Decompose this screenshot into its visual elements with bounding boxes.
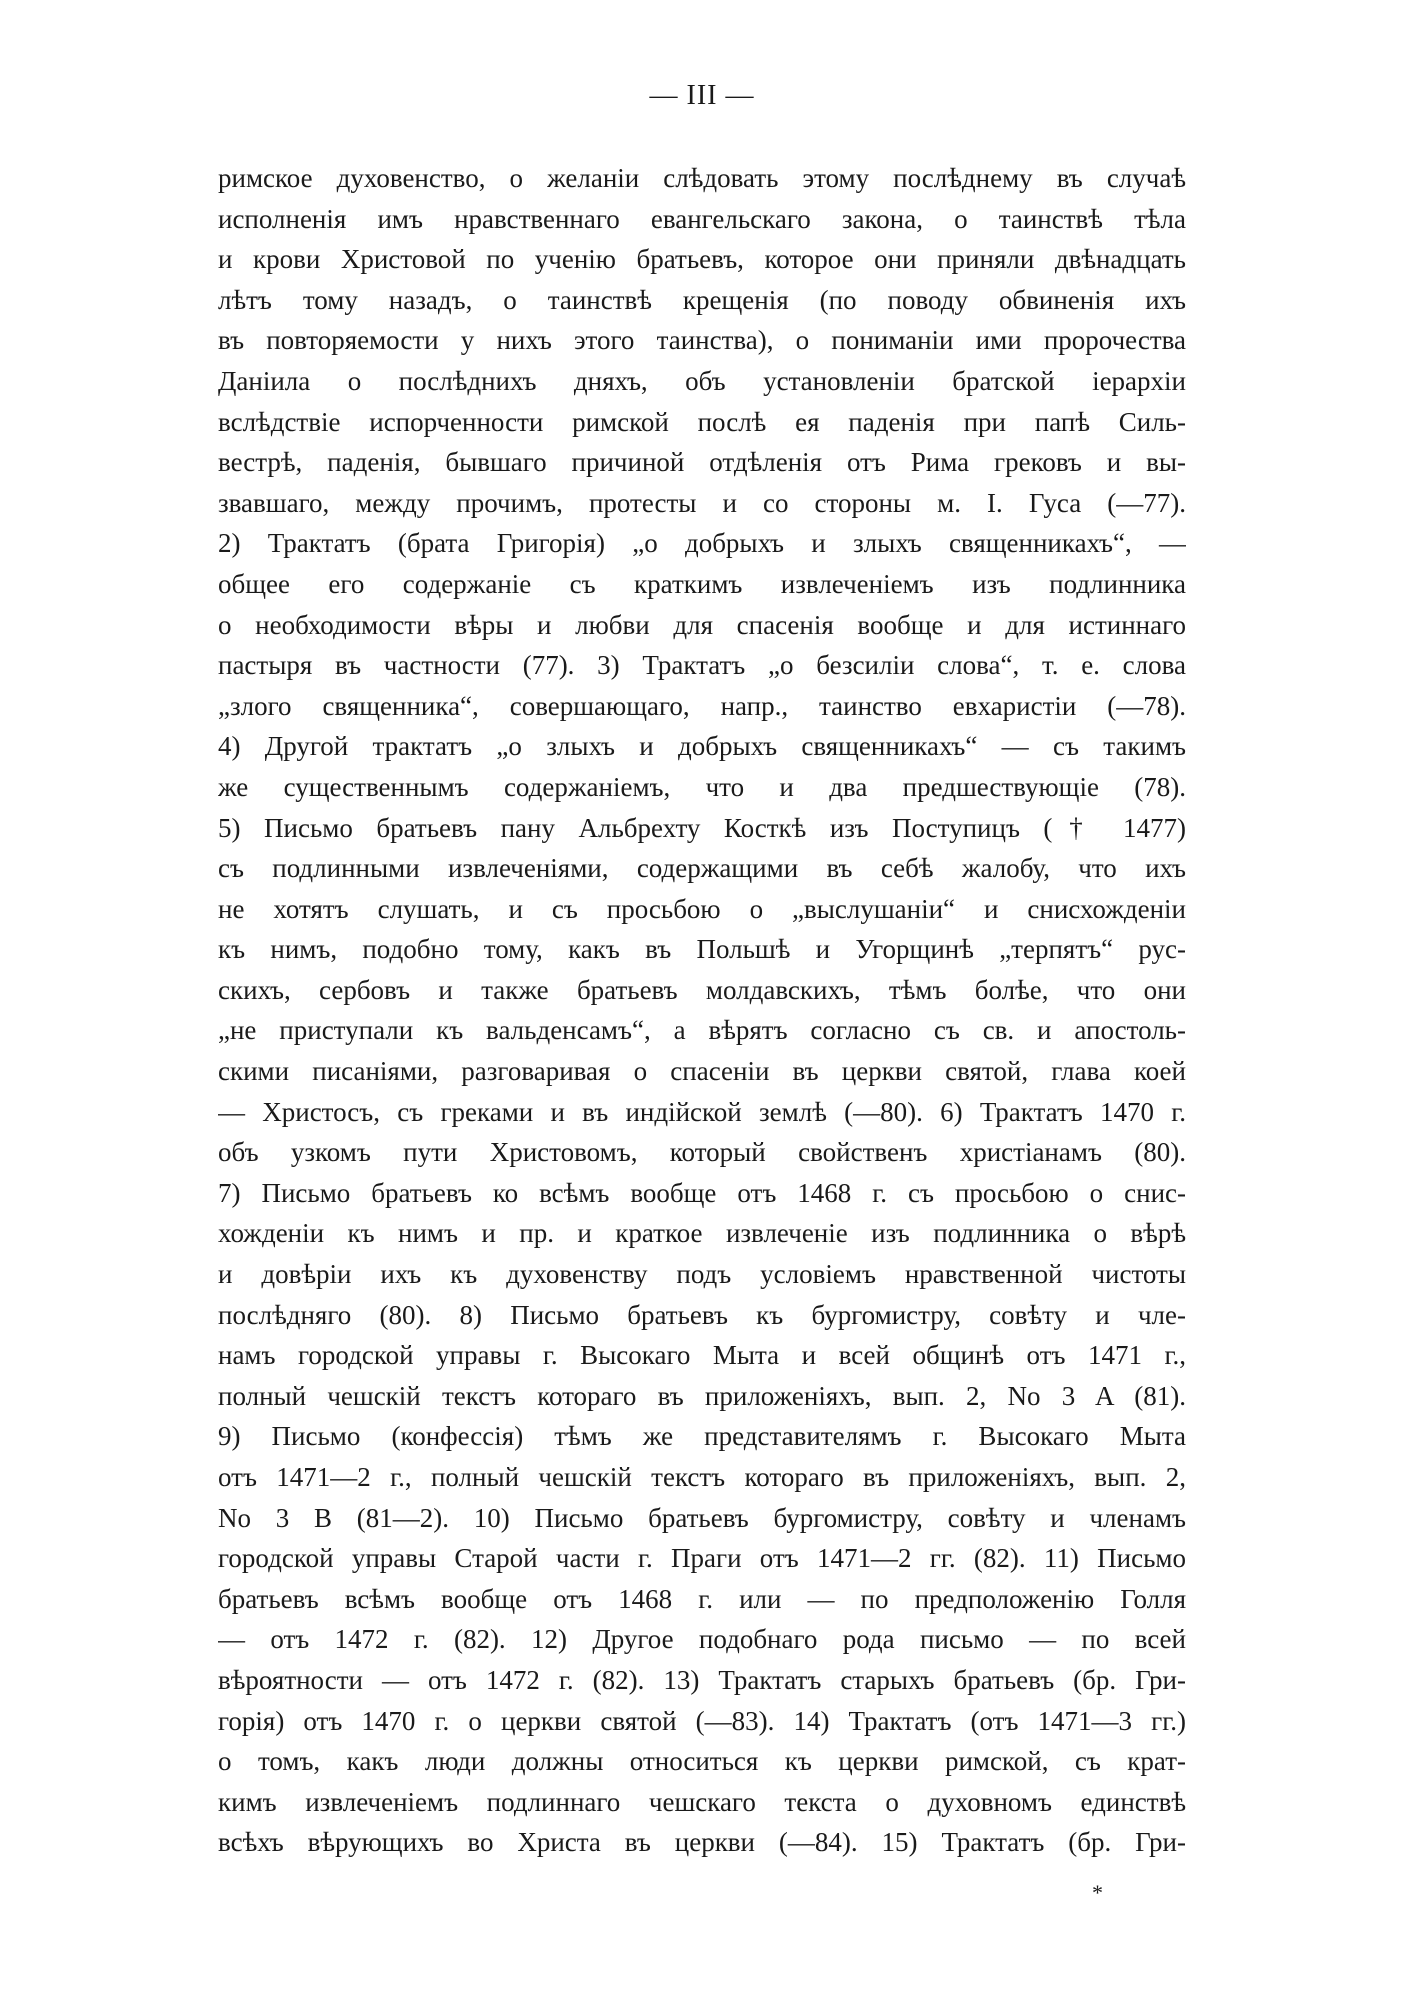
text-line: пастыря въ частности (77). 3) Трактатъ „о безсиліи слова“, т. е. слова	[218, 650, 1186, 681]
text-line: братьевъ всѣмъ вообще отъ 1468 г. или — по предположенію Голля	[218, 1583, 1186, 1614]
text-line: же существеннымъ содержаніемъ, что и два предшествующіе (78).	[218, 771, 1186, 802]
text-line: въ повторяемости у нихъ этого таинства), о пониманіи ими пророчества	[218, 325, 1186, 356]
text-line: No 3 B (81—2). 10) Письмо братьевъ бургомистру, совѣту и членамъ	[218, 1502, 1186, 1533]
text-line: съ подлинными извлеченіями, содержащими въ себѣ жалобу, что ихъ	[218, 853, 1186, 884]
text-line: — отъ 1472 г. (82). 12) Другое подобнаго рода письмо — по всей	[218, 1624, 1186, 1655]
text-line: исполненія имъ нравственнаго евангельскаго закона, о таинствѣ тѣла	[218, 203, 1186, 234]
text-line: и крови Христовой по ученію братьевъ, которое они приняли двѣнадцать	[218, 244, 1186, 275]
text-line: вестрѣ, паденія, бывшаго причиной отдѣленія отъ Рима грековъ и вы-	[218, 447, 1186, 478]
text-line: „не приступали къ вальденсамъ“, а вѣрятъ согласно съ св. и апостоль-	[218, 1015, 1186, 1046]
text-line: 9) Письмо (конфессія) тѣмъ же представителямъ г. Высокаго Мыта	[218, 1421, 1186, 1452]
text-line: Даніила о послѣднихъ дняхъ, объ установленіи братской іерархіи	[218, 365, 1186, 396]
text-line: звавшаго, между прочимъ, протесты и со стороны м. І. Гуса (—77).	[218, 487, 1186, 518]
text-line: горія) отъ 1470 г. о церкви святой (—83). 14) Трактатъ (отъ 1471—3 гг.)	[218, 1705, 1186, 1736]
text-line: къ нимъ, подобно тому, какъ въ Польшѣ и Угорщинѣ „терпятъ“ рус-	[218, 934, 1186, 965]
text-line: 2) Трактатъ (брата Григорія) „о добрыхъ и злыхъ священникахъ“, —	[218, 528, 1186, 559]
signature-mark: *	[1092, 1880, 1103, 1905]
text-line: 7) Письмо братьевъ ко всѣмъ вообще отъ 1468 г. съ просьбою о снис-	[218, 1177, 1186, 1208]
text-line: о томъ, какъ люди должны относиться къ церкви римской, съ крат-	[218, 1746, 1186, 1777]
text-line: общее его содержаніе съ краткимъ извлеченіемъ изъ подлинника	[218, 568, 1186, 599]
text-line: и довѣріи ихъ къ духовенству подъ условіемъ нравственной чистоты	[218, 1259, 1186, 1290]
text-line: лѣтъ тому назадъ, о таинствѣ крещенія (по поводу обвиненія ихъ	[218, 284, 1186, 315]
text-line: не хотятъ слушать, и съ просьбою о „выслушаніи“ и снисхожденіи	[218, 893, 1186, 924]
text-line: полный чешскій текстъ котораго въ приложеніяхъ, вып. 2, No 3 A (81).	[218, 1380, 1186, 1411]
text-line: кимъ извлеченіемъ подлиннаго чешскаго текста о духовномъ единствѣ	[218, 1786, 1186, 1817]
text-line: 5) Письмо братьевъ пану Альбрехту Косткѣ изъ Поступицъ († 1477)	[218, 812, 1186, 843]
text-line: послѣдняго (80). 8) Письмо братьевъ къ бургомистру, совѣту и чле-	[218, 1299, 1186, 1330]
text-line: о необходимости вѣры и любви для спасенія вообще и для истиннаго	[218, 609, 1186, 640]
text-line: хожденіи къ нимъ и пр. и краткое извлеченіе изъ подлинника о вѣрѣ	[218, 1218, 1186, 1249]
text-line: вѣроятности — отъ 1472 г. (82). 13) Трактатъ старыхъ братьевъ (бр. Гри-	[218, 1664, 1186, 1695]
text-line: скими писаніями, разговаривая о спасеніи въ церкви святой, глава коей	[218, 1056, 1186, 1087]
text-line: отъ 1471—2 г., полный чешскій текстъ котораго въ приложеніяхъ, вып. 2,	[218, 1462, 1186, 1492]
body-text	[218, 158, 1186, 1863]
page-number: — III —	[649, 80, 755, 111]
text-line: объ узкомъ пути Христовомъ, который свойственъ христіанамъ (80).	[218, 1137, 1186, 1168]
text-line: намъ городской управы г. Высокаго Мыта и всей общинѣ отъ 1471 г.,	[218, 1340, 1186, 1371]
text-line: — Христосъ, съ греками и въ индійской землѣ (—80). 6) Трактатъ 1470 г.	[218, 1096, 1186, 1127]
text-line: скихъ, сербовъ и также братьевъ молдавскихъ, тѣмъ болѣе, что они	[218, 974, 1186, 1005]
text-line: 4) Другой трактатъ „о злыхъ и добрыхъ священникахъ“ — съ такимъ	[218, 731, 1186, 762]
text-line: вслѣдствіе испорченности римской послѣ ея паденія при папѣ Силь-	[218, 406, 1186, 437]
text-line: городской управы Старой части г. Праги отъ 1471—2 гг. (82). 11) Письмо	[218, 1543, 1186, 1574]
text-line: „злого священника“, совершающаго, напр., таинство евхаристіи (—78).	[218, 690, 1186, 721]
text-line: всѣхъ вѣрующихъ во Христа въ церкви (—84). 15) Трактатъ (бр. Гри-	[218, 1827, 1186, 1858]
text-line: римское духовенство, о желаніи слѣдовать этому послѣднему въ случаѣ	[218, 163, 1186, 193]
